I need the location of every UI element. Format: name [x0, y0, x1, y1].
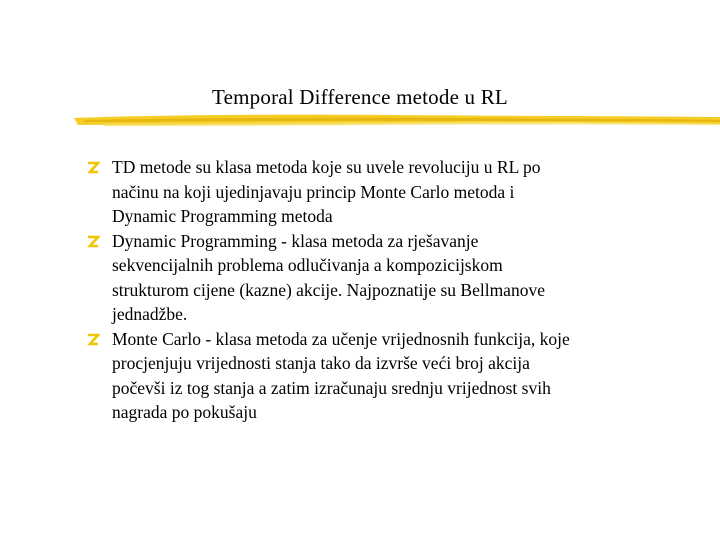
z-bullet-icon	[86, 333, 100, 347]
bullet-item-dynamic-programming	[86, 229, 686, 327]
bullet-line: načinu na koji ujedinjavaju princip Monte Carlo metoda i	[112, 181, 515, 202]
bullet-line: TD metode su klasa metoda koje su uvele revoluciju u RL po	[112, 157, 541, 177]
bullet-list	[86, 155, 686, 425]
bullet-line: počevši iz tog stanja a zatim izračunaju srednju vrijednost svih	[112, 377, 551, 398]
title-underline-decoration	[74, 108, 720, 132]
bullet-line: nagrada po pokušaju	[112, 402, 257, 422]
bullet-item-td	[86, 155, 686, 229]
bullet-line: Monte Carlo - klasa metoda za učenje vrijednosnih funkcija, koje	[112, 328, 570, 349]
bullet-line: jednadžbe.	[112, 304, 188, 324]
bullet-item-monte-carlo	[86, 327, 686, 425]
bullet-line: Dynamic Programming metoda	[112, 206, 333, 226]
z-bullet-icon	[86, 235, 100, 249]
bullet-line: sekvencijalnih problema odlučivanja a kompozicijskom	[112, 255, 503, 275]
bullet-line: Dynamic Programming - klasa metoda za rješavanje	[112, 230, 479, 251]
z-bullet-icon	[86, 161, 100, 175]
bullet-line: procjenjuju vrijednosti stanja tako da izvrše veći broj akcija	[112, 353, 530, 373]
bullet-line: strukturom cijene (kazne) akcije. Najpoznatije su Bellmanove	[112, 279, 545, 300]
slide-title: Temporal Difference metode u RL	[212, 85, 508, 109]
